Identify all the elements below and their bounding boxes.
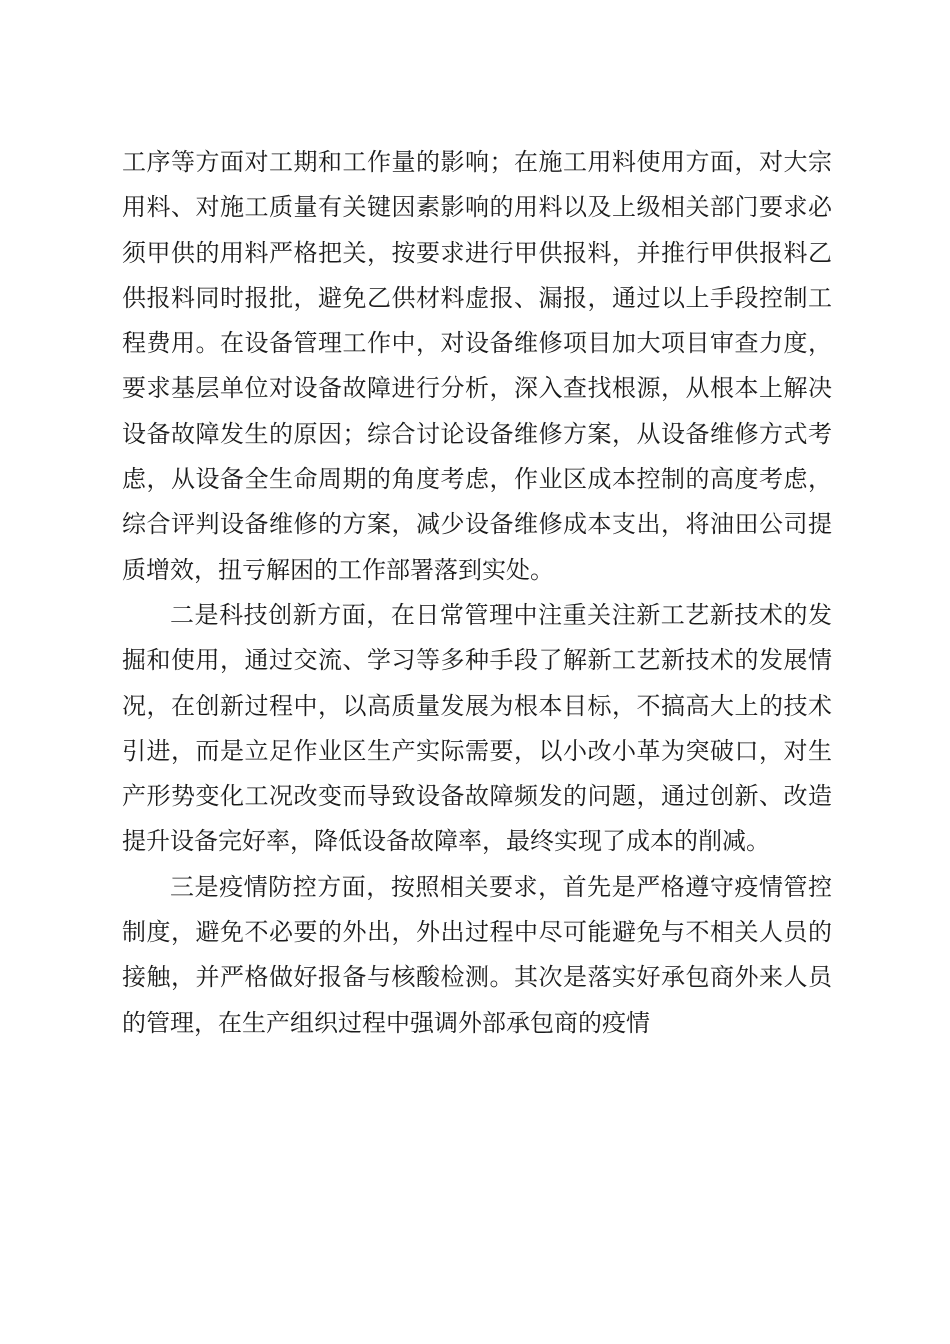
paragraph-tech-innovation: 二是科技创新方面，在日常管理中注重关注新工艺新技术的发掘和使用，通过交流、学习等多种手段了解新工艺新技术的发展情况，在创新过程中，以高质量发展为根本目标，不搞高大上的技术引进，而是立足作业区生产实际需要，以小改小革为突破口，对生产形势变化工况改变而导致设备故障频发的问题，通过创新、改造提升设备完好率，降低设备故障率，最终实现了成本的削减。: [122, 600, 832, 856]
document-body: [122, 140, 832, 1046]
paragraph-cost-control: 工序等方面对工期和工作量的影响；在施工用料使用方面，对大宗用料、对施工质量有关键因素影响的用料以及上级相关部门要求必须甲供的用料严格把关，按要求进行甲供报料，并推行甲供报料乙供报料同时报批，避免乙供材料虚报、漏报，通过以上手段控制工程费用。在设备管理工作中，对设备维修项目加大项目审查力度，要求基层单位对设备故障进行分析，深入查找根源，从根本上解决设备故障发生的原因；综合讨论设备维修方案，从设备维修方式考虑，从设备全生命周期的角度考虑，作业区成本控制的高度考虑，综合评判设备维修的方案，减少设备维修成本支出，将油田公司提质增效，扭亏解困的工作部署落到实处。: [122, 148, 832, 584]
paragraph-epidemic-prevention: 三是疫情防控方面，按照相关要求，首先是严格遵守疫情管控制度，避免不必要的外出，外出过程中尽可能避免与不相关人员的接触，并严格做好报备与核酸检测。其次是落实好承包商外来人员的管理，在生产组织过程中强调外部承包商的疫情: [122, 872, 832, 1037]
